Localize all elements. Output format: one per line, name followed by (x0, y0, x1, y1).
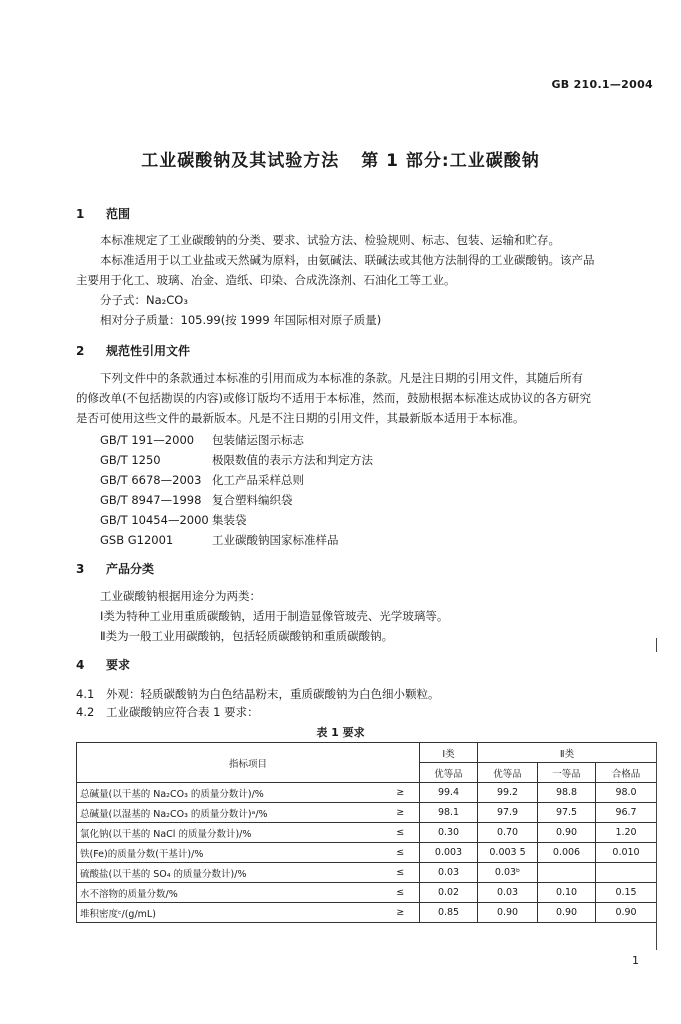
reference-title: 复合塑料编织袋 (212, 493, 293, 507)
row-symbol: ≤ (382, 863, 420, 883)
paragraph: 本标准规定了工业碳酸钠的分类、要求、试验方法、检验规则、标志、包装、运输和贮存。 (100, 233, 560, 247)
reference-code: GB/T 191—2000 (100, 433, 195, 447)
reference-title: 化工产品采样总则 (212, 473, 304, 487)
paragraph-continued: 主要用于化工、玻璃、冶金、造纸、印染、合成洗涤剂、石油化工等工业。 (76, 273, 456, 287)
title-main: 工业碳酸钠及其试验方法 (141, 151, 340, 171)
row-symbol: ≤ (382, 843, 420, 863)
requirements-table (76, 742, 657, 923)
cell-value: 0.90 (538, 903, 596, 923)
cell-value: 0.15 (596, 883, 657, 903)
reference-item (100, 510, 247, 530)
cell-value: 97.5 (538, 803, 596, 823)
paragraph: Ⅰ类为特种工业用重质碳酸钠，适用于制造显像管玻壳、光学玻璃等。 (100, 609, 449, 623)
grade-header: 合格品 (596, 763, 657, 783)
reference-item (100, 470, 304, 490)
row-symbol: ≥ (382, 783, 420, 803)
cell-value: 0.10 (538, 883, 596, 903)
paragraph: 本标准适用于以工业盐或天然碱为原料，由氨碱法、联碱法或其他方法制得的工业碳酸钠。该产品 (100, 253, 595, 267)
table-row (77, 843, 657, 863)
cell-value: 0.006 (538, 843, 596, 863)
reference-item (100, 530, 339, 550)
cell-value: 98.1 (420, 803, 478, 823)
cell-value: 98.8 (538, 783, 596, 803)
title-part: 第 1 部分:工业碳酸钠 (361, 151, 540, 171)
cell-value: 0.85 (420, 903, 478, 923)
cell-value: 0.03 (420, 863, 478, 883)
cell-value: 0.003 (420, 843, 478, 863)
table-row (77, 863, 657, 883)
molecular-mass: 相对分子质量：105.99(按 1999 年国际相对原子质量) (100, 313, 382, 327)
column-header-class-1: Ⅰ类 (420, 743, 478, 763)
cell-value (596, 863, 657, 883)
page-number: 1 (632, 954, 639, 967)
scan-mark (656, 742, 657, 950)
section-title: 规范性引用文件 (106, 344, 191, 358)
row-symbol: ≥ (382, 803, 420, 823)
section-number: 1 (76, 207, 85, 221)
row-label: 氯化钠(以干基的 NaCl 的质量分数计)/% (77, 823, 382, 843)
cell-value: 0.90 (596, 903, 657, 923)
reference-item (100, 490, 293, 510)
reference-title: 工业碳酸钠国家标准样品 (212, 533, 339, 547)
table-row (77, 823, 657, 843)
section-3-heading (76, 560, 154, 577)
scan-mark (656, 638, 657, 652)
section-title: 范围 (106, 207, 131, 221)
reference-title: 极限数值的表示方法和判定方法 (212, 453, 373, 467)
cell-value: 0.02 (420, 883, 478, 903)
column-header-item: 指标项目 (77, 743, 420, 783)
section-number: 3 (76, 562, 85, 576)
paragraph: 工业碳酸钠根据用途分为两类： (100, 589, 261, 603)
grade-header: 优等品 (420, 763, 478, 783)
clause-text: 外观：轻质碳酸钠为白色结晶粉末，重质碳酸钠为白色细小颗粒。 (106, 687, 440, 701)
cell-value: 0.30 (420, 823, 478, 843)
section-number: 2 (76, 344, 85, 358)
section-number: 4 (76, 658, 85, 672)
paragraph-continued: 是否可使用这些文件的最新版本。凡是不注日期的引用文件，其最新版本适用于本标准。 (76, 411, 525, 425)
cell-value: 99.4 (420, 783, 478, 803)
cell-value: 97.9 (478, 803, 538, 823)
table-row (77, 903, 657, 923)
grade-header: 一等品 (538, 763, 596, 783)
grade-header: 优等品 (478, 763, 538, 783)
row-label: 铁(Fe)的质量分数(干基计)/% (77, 843, 382, 863)
row-label: 总碱量(以干基的 Na₂CO₃ 的质量分数计)/% (77, 783, 382, 803)
cell-value: 0.90 (478, 903, 538, 923)
row-label: 水不溶物的质量分数/% (77, 883, 382, 903)
document-title (0, 146, 681, 171)
molecular-formula: 分子式：Na₂CO₃ (100, 293, 188, 307)
clause-4-2 (76, 702, 259, 722)
paragraph-continued: 的修改单(不包括勘误的内容)或修订版均不适用于本标准，然而，鼓励根据本标准达成协议的各方研究 (76, 391, 591, 405)
cell-value: 96.7 (596, 803, 657, 823)
reference-code: GSB G12001 (100, 533, 174, 547)
row-label: 硫酸盐(以干基的 SO₄ 的质量分数计)/% (77, 863, 382, 883)
cell-value: 0.70 (478, 823, 538, 843)
cell-value: 0.003 5 (478, 843, 538, 863)
cell-value: 98.0 (596, 783, 657, 803)
paragraph: 下列文件中的条款通过本标准的引用而成为本标准的条款。凡是注日期的引用文件，其随后所有 (100, 371, 583, 385)
clause-text: 工业碳酸钠应符合表 1 要求： (106, 705, 259, 719)
clause-4-1 (76, 684, 440, 704)
reference-code: GB/T 6678—2003 (100, 473, 202, 487)
cell-value: 0.010 (596, 843, 657, 863)
reference-item (100, 450, 373, 470)
table-row (77, 803, 657, 823)
section-1-heading (76, 205, 130, 222)
reference-code: GB/T 8947—1998 (100, 493, 202, 507)
reference-code: GB/T 1250 (100, 453, 161, 467)
cell-value: 0.03ᵇ (478, 863, 538, 883)
cell-value: 0.90 (538, 823, 596, 843)
table-row (77, 883, 657, 903)
reference-title: 集装袋 (212, 513, 247, 527)
section-4-heading (76, 656, 130, 673)
table-row (77, 783, 657, 803)
paragraph: Ⅱ类为一般工业用碳酸钠，包括轻质碳酸钠和重质碳酸钠。 (100, 629, 394, 643)
clause-number: 4.2 (76, 705, 95, 719)
clause-number: 4.1 (76, 687, 95, 701)
standard-code: GB 210.1—2004 (551, 78, 653, 91)
row-symbol: ≤ (382, 823, 420, 843)
section-2-heading (76, 342, 190, 359)
section-title: 要求 (106, 658, 131, 672)
row-label: 总碱量(以湿基的 Na₂CO₃ 的质量分数计)ᵃ/% (77, 803, 382, 823)
row-symbol: ≤ (382, 883, 420, 903)
section-title: 产品分类 (106, 562, 155, 576)
cell-value: 0.03 (478, 883, 538, 903)
column-header-class-2: Ⅱ类 (478, 743, 657, 763)
reference-title: 包装储运图示标志 (212, 433, 304, 447)
reference-item (100, 430, 304, 450)
table-caption: 表 1 要求 (316, 726, 365, 739)
cell-value: 99.2 (478, 783, 538, 803)
reference-code: GB/T 10454—2000 (100, 513, 209, 527)
row-symbol: ≥ (382, 903, 420, 923)
row-label: 堆积密度ᶜ/(g/mL) (77, 903, 382, 923)
cell-value: 1.20 (596, 823, 657, 843)
cell-value (538, 863, 596, 883)
table-header-row (77, 743, 657, 763)
